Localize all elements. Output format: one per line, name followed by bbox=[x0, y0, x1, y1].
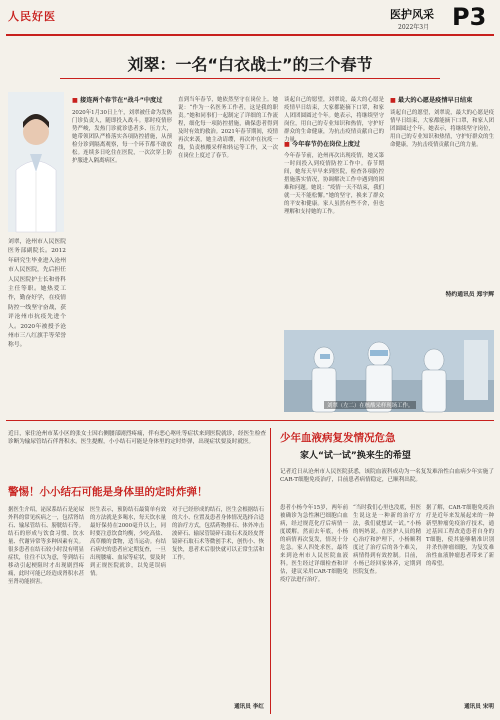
portrait-photo bbox=[8, 92, 64, 232]
section-name: 医护风采 bbox=[390, 8, 434, 21]
article3-author: 通讯员 宋明 bbox=[464, 704, 494, 710]
article2-intro: 近日，家住沧州市某小区的张女士因右侧腰部剧烈疼痛，伴有恶心呕吐等症状来到医院就诊，经医生检查诊断为输尿管结石伴肾积水。医生提醒，小小结石可能是身体里的定时炸弹，出现症状要及时就医。 bbox=[8, 431, 266, 446]
article1-col1-text: 2020年1月30日上午，刘翠被任命为发热门诊负责人，随即投入战斗。那时疫情形势严峻，发热门诊就诊患者多、压力大，她带领团队严格落实各项防控措施，从预检分诊到隔离观察，每一个环节都不敢放松。连续多日吃住在医院，一次次穿上防护服进入隔离病区。 bbox=[72, 110, 172, 164]
article1-title: 刘翠：一名“白衣战士”的三个春节 bbox=[127, 55, 373, 74]
paper-name: 人民好医 bbox=[8, 10, 56, 23]
section-marker-icon: ■ bbox=[72, 97, 78, 104]
article1-col4-text: 谈起自己的愿望，刘翠说，最大的心愿是疫情早日结束，大家都能摘下口罩，和家人团团圆圆过个年。她表示，将继续坚守岗位，用自己的专业知识和热情，守护好群众的生命健康，为抗击疫情贡献自己的力量。 bbox=[390, 110, 494, 148]
section2-heading bbox=[284, 140, 384, 149]
article1-author: 特约通讯员 郑宇辉 bbox=[445, 292, 494, 298]
covid-testing-scene-icon bbox=[284, 330, 494, 412]
article2-title: 警惕！小小结石可能是身体里的定时炸弹！ bbox=[8, 486, 208, 498]
article2-col1-text: 据医生介绍，泌尿系结石是泌尿外科的常见疾病之一，包括肾结石、输尿管结石、膀胱结石等。结石的形成与饮食习惯、饮水量、代谢异常等多种因素有关。很多患者在结石较小时没有明显症状，往往不以为意，等到结石移动引起梗阻时才出现剧烈疼痛，此时可能已经造成肾积水甚至肾功能损害。 bbox=[8, 507, 84, 585]
article1-column-2 bbox=[178, 96, 278, 412]
section-divider bbox=[6, 420, 494, 421]
masthead-rule bbox=[6, 34, 494, 36]
section3-heading-text: 最大的心愿是疫情早日结束 bbox=[398, 97, 473, 104]
article1-column-4 bbox=[390, 96, 494, 326]
section1-heading-text: 接连两个春节在“战斗”中度过 bbox=[80, 97, 163, 104]
masthead bbox=[0, 0, 500, 40]
issue-date: 2022年3月 bbox=[398, 24, 430, 31]
headline-rule bbox=[60, 78, 440, 79]
article2-col2-text: 医生表示，预防结石最简单有效的方法就是多喝水，每天饮水量最好保持在2000毫升以上，同时要注意饮食均衡，少吃高盐、高草酸的食物，适当运动。有结石病史的患者应定期复查，一旦出现腰痛、血尿等症状，要及时到正规医院就诊，以免延误病情。 bbox=[90, 507, 166, 577]
page-number: P3 bbox=[452, 3, 487, 31]
section2-heading-text: 今年春节仍在岗位上度过 bbox=[292, 141, 361, 148]
article1-col3-intro: 谈起自己的愿望，刘翠说，最大的心愿是疫情早日结束，大家都能摘下口罩，和家人团团圆圆过个年。她表示，将继续坚守岗位，用自己的专业知识和热情，守护好群众的生命健康，为抗击疫情贡献自己的力量。 bbox=[284, 97, 384, 143]
photo-caption: 刘翠（左二）在核酸采样现场工作。 bbox=[324, 401, 416, 409]
article3-col1-text: 患者小杨今年15岁，两年前被确诊为急性淋巴细胞白血病，经过规范化疗后病情一度缓解。然而去年底，小杨的病情再次复发，情况十分危急。家人四处求医，最终来到沧州市人民医院血液科。医生经过详细检查和评估，建议采用CAR-T细胞免疫疗法进行治疗。 bbox=[280, 505, 348, 583]
article1-photo bbox=[284, 330, 494, 412]
doctor-portrait-icon bbox=[8, 92, 64, 232]
column-divider bbox=[270, 428, 271, 714]
article1-col3-text: 今年春节前，沧州再次出现疫情，她又第一时间投入到疫情防控工作中。春节期间，她每天早早来到医院，检查各项防控措施落实情况，协调解决工作中遇到的困难和问题。她说：“疫情一天不结束，我们就一天不能松懈。”她的坚守，换来了群众的平安和健康。家人虽然有些不舍，但也理解和支持她的工作。 bbox=[284, 153, 384, 215]
article1-column-1 bbox=[72, 96, 172, 412]
article3-lead: 记者近日从沧州市人民医院获悉，该院血液科成功为一名复发难治性白血病少年实施了CAR-T细胞免疫治疗，目前患者病情稳定，已顺利出院。 bbox=[280, 469, 494, 483]
section1-heading bbox=[72, 96, 172, 105]
article3-col3-text: 据了解，CAR-T细胞免疫治疗是近年来发展起来的一种新型肿瘤免疫治疗技术，通过基因工程改造患者自身的T细胞，使其能够精准识别并杀伤肿瘤细胞，为复发难治性血液肿瘤患者带来了新的希望。 bbox=[426, 505, 494, 567]
article1-col2-text: 直到当年春节，她依然坚守在岗位上。她说：“作为一名医务工作者，这是我的职责。”她和同事们一起制定了详细的工作流程，细化每一项防控措施，确保患者得到及时有效的救治。2021年春节期间，疫情再次来袭，她主动请缨，再次冲在抗疫一线，负责核酸采样和转运等工作，又一次在岗位上度过了春节。 bbox=[178, 97, 278, 159]
article2-author: 通讯员 李红 bbox=[234, 704, 264, 710]
article2-col3 bbox=[172, 506, 264, 714]
article1-column-3 bbox=[284, 96, 384, 326]
article3-subtitle: 家人“试一试”换来生的希望 bbox=[300, 451, 411, 461]
article3-col2-text: “当时我们心里也没底，但医生说这是一种新的治疗方法，我们就想试一试。”小杨的妈妈说。在医护人员的精心治疗和护理下，小杨顺利度过了治疗后的各个难关，病情得到有效控制。目前，小杨已经回家休养，定期到医院复查。 bbox=[353, 505, 421, 575]
section3-heading bbox=[390, 96, 494, 105]
section-marker-icon: ■ bbox=[390, 97, 396, 104]
article2-col3-text: 对于已经形成的结石，医生会根据结石的大小、位置及患者身体情况选择合适的治疗方式，包括药物排石、体外冲击波碎石、输尿管镜碎石取石术及经皮肾镜碎石取石术等微创手术，创伤小、恢复快，患者术后很快就可以正常生活和工作。 bbox=[172, 507, 264, 561]
portrait-caption: 刘翠，沧州市人民医院医务部副院长。2012年研究生毕业进入沧州市人民医院，先后担任人民医院护士长和骨科主任等职。她热爱工作，勤奋好学，在疫情防控一线坚守奋战，获评沧州市抗疫先进个人。2020年被授予沧州市三八红旗手等荣誉称号。 bbox=[8, 239, 66, 349]
section-marker-icon: ■ bbox=[284, 141, 290, 148]
article3-title: 少年血液病复发情况危急 bbox=[280, 432, 396, 444]
article3-col3 bbox=[426, 504, 494, 714]
